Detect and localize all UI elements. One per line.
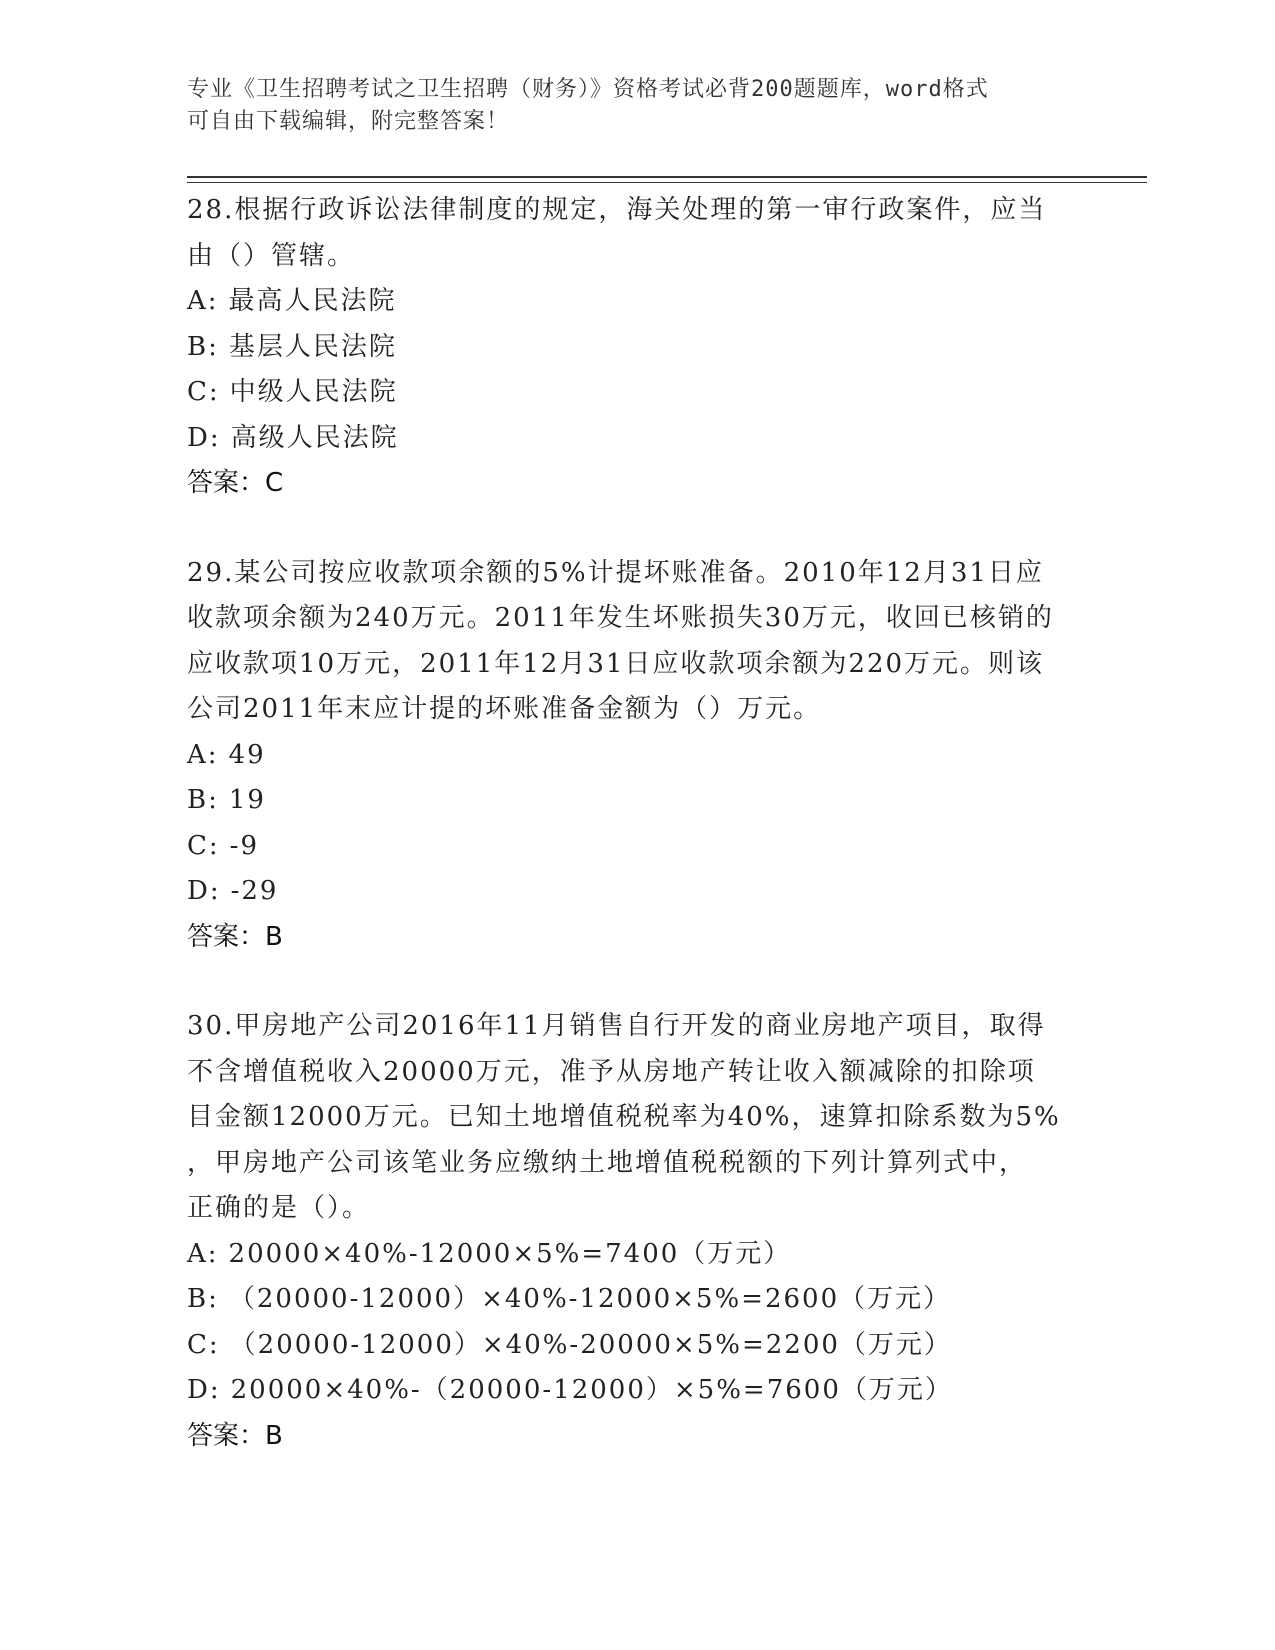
option-d: [187, 416, 1087, 462]
option-key: C:: [187, 377, 220, 407]
question-stem-line: 收款项余额为240万元。2011年发生坏账损失30万元，收回已核销的: [187, 603, 1054, 633]
option-key: D:: [187, 1375, 221, 1405]
option-key: B:: [187, 785, 219, 815]
option-c: [187, 1323, 1087, 1369]
answer-line: 答案：B: [187, 921, 283, 952]
option-b: [187, 1277, 1087, 1323]
question-stem-line: 由（）管辖。: [187, 240, 356, 271]
option-text: （20000-12000）×40%-12000×5%=2600（万元）: [228, 1284, 952, 1314]
option-key: B:: [187, 1284, 219, 1314]
option-key: A:: [187, 1238, 219, 1269]
option-text: 49: [228, 739, 266, 770]
option-d: [187, 869, 1087, 915]
option-b: [187, 325, 1087, 371]
header-divider-thick: [187, 176, 1147, 178]
question-stem-line: 28.根据行政诉讼法律制度的规定，海关处理的第一审行政案件，应当: [187, 195, 1047, 225]
answer-line: 答案：C: [187, 468, 284, 498]
option-key: C:: [187, 1329, 220, 1360]
option-text: 基层人民法院: [228, 331, 397, 362]
question-stem-line: 公司2011年末应计提的坏账准备金额为（）万元。: [187, 694, 822, 724]
question-stem-line: 正确的是（）。: [187, 1193, 371, 1223]
header-line-2: 可自由下载编辑，附完整答案！: [187, 109, 510, 134]
option-a: [187, 1232, 1087, 1278]
option-key: A:: [187, 739, 219, 770]
option-c: [187, 824, 1087, 870]
answer-line: 答案：B: [187, 1420, 283, 1451]
question-stem-line: 目金额12000万元。已知土地增值税税率为40%，速算扣除系数为5%: [187, 1102, 1061, 1132]
option-b: [187, 778, 1087, 824]
question-list: [187, 188, 1087, 1503]
option-a: [187, 733, 1087, 779]
option-text: （20000-12000）×40%-20000×5%=2200（万元）: [229, 1329, 952, 1360]
option-text: 20000×40%-12000×5%=7400（万元）: [228, 1238, 792, 1269]
option-c: [187, 370, 1087, 416]
option-key: B:: [187, 331, 219, 362]
option-a: [187, 279, 1087, 325]
question-28: [187, 188, 1087, 507]
option-d: [187, 1368, 1087, 1414]
document-header: [187, 74, 1067, 138]
option-text: -29: [230, 876, 279, 906]
option-key: A:: [187, 286, 219, 316]
option-key: C:: [187, 830, 220, 861]
question-stem-line: 29.某公司按应收款项余额的5%计提坏账准备。2010年12月31日应: [187, 557, 1044, 588]
option-key: D:: [187, 876, 221, 906]
option-key: D:: [187, 422, 221, 453]
option-text: 中级人民法院: [229, 377, 398, 407]
header-divider-thin: [187, 182, 1147, 183]
option-text: -9: [229, 830, 259, 861]
question-stem-line: 不含增值税收入20000万元，准予从房地产转让收入额减除的扣除项: [187, 1056, 1036, 1087]
question-30: [187, 1004, 1087, 1459]
question-stem-line: 30.甲房地产公司2016年11月销售自行开发的商业房地产项目，取得: [187, 1011, 1046, 1041]
question-stem-line: 应收款项10万元，2011年12月31日应收款项余额为220万元。则该: [187, 648, 1045, 679]
option-text: 20000×40%-（20000-12000）×5%=7600（万元）: [230, 1375, 953, 1405]
header-line-1: 专业《卫生招聘考试之卫生招聘（财务）》资格考试必背200题题库，word格式: [187, 77, 989, 102]
option-text: 最高人民法院: [228, 286, 397, 316]
question-29: [187, 551, 1087, 961]
option-text: 高级人民法院: [230, 422, 399, 453]
question-stem-line: ，甲房地产公司该笔业务应缴纳土地增值税税额的下列计算列式中，: [187, 1147, 1028, 1178]
option-text: 19: [228, 785, 266, 815]
